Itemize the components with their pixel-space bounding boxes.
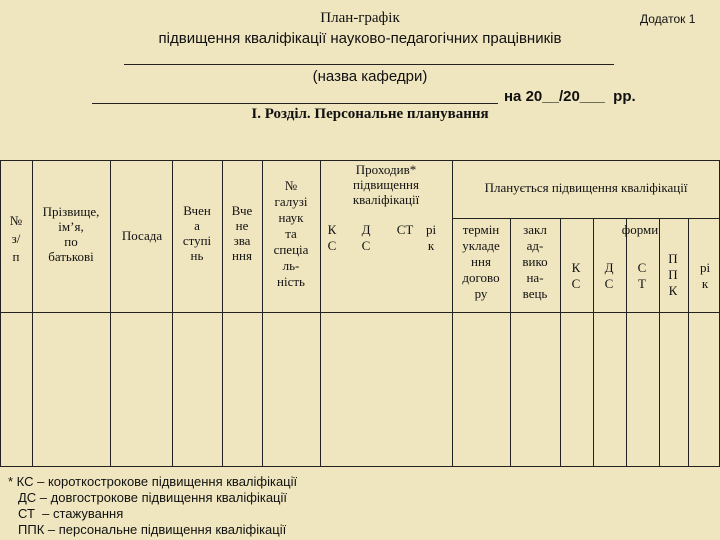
- passed-ds-header: Д С: [361, 222, 371, 253]
- department-blank-line: [124, 64, 614, 65]
- footnote-ds: ДС – довгострокове підвищення кваліфікації: [18, 490, 287, 505]
- department-label: (назва кафедри): [312, 68, 428, 85]
- col-name-header: Прізвище, ім’я, по батькові: [42, 204, 100, 264]
- col-number-header: № з/ п: [9, 213, 23, 264]
- plan-blank-line: [92, 103, 498, 104]
- document-subtitle: підвищення кваліфікації науково-педагогічних працівників: [158, 30, 562, 47]
- passed-year-header: рі к: [425, 222, 437, 253]
- annex-label: Додаток 1: [640, 12, 696, 26]
- section-heading: І. Розділ. Персональне планування: [251, 106, 489, 122]
- passed-ks-header: К С: [327, 222, 337, 253]
- passed-st-header: СТ: [396, 222, 414, 237]
- col-institution-header: закл ад- вико на- вець: [522, 222, 548, 301]
- academic-years: на 20__/20___ рр.: [504, 88, 636, 105]
- col-specialty-header: № галузі наук та спеціа ль- ність: [273, 178, 309, 289]
- form-year-header: рі к: [699, 260, 711, 291]
- col-position-header: Посада: [121, 228, 163, 243]
- form-ppk-header: П П К: [668, 251, 678, 298]
- footnote-ks: * КС – короткострокове підвищення кваліфікації: [8, 474, 298, 489]
- group-planned-header: Планується підвищення кваліфікації: [484, 180, 688, 195]
- footnote-st: СТ – стажування: [18, 506, 124, 521]
- footnote-ppk: ППК – персональне підвищення кваліфікації: [18, 522, 287, 537]
- group-forms-header: форми: [621, 222, 659, 237]
- col-term-header: термін укладе ння догово ру: [462, 222, 500, 301]
- form-ks-header: К С: [571, 260, 581, 291]
- form-st-header: С Т: [637, 260, 647, 291]
- document-title: План-графік: [320, 10, 400, 26]
- col-academic-title-header: Вче не зва ння: [231, 203, 253, 263]
- form-ds-header: Д С: [604, 260, 614, 291]
- col-degree-header: Вчен а ступі нь: [182, 203, 212, 263]
- group-passed-header: Проходив* підвищення кваліфікації: [352, 162, 420, 207]
